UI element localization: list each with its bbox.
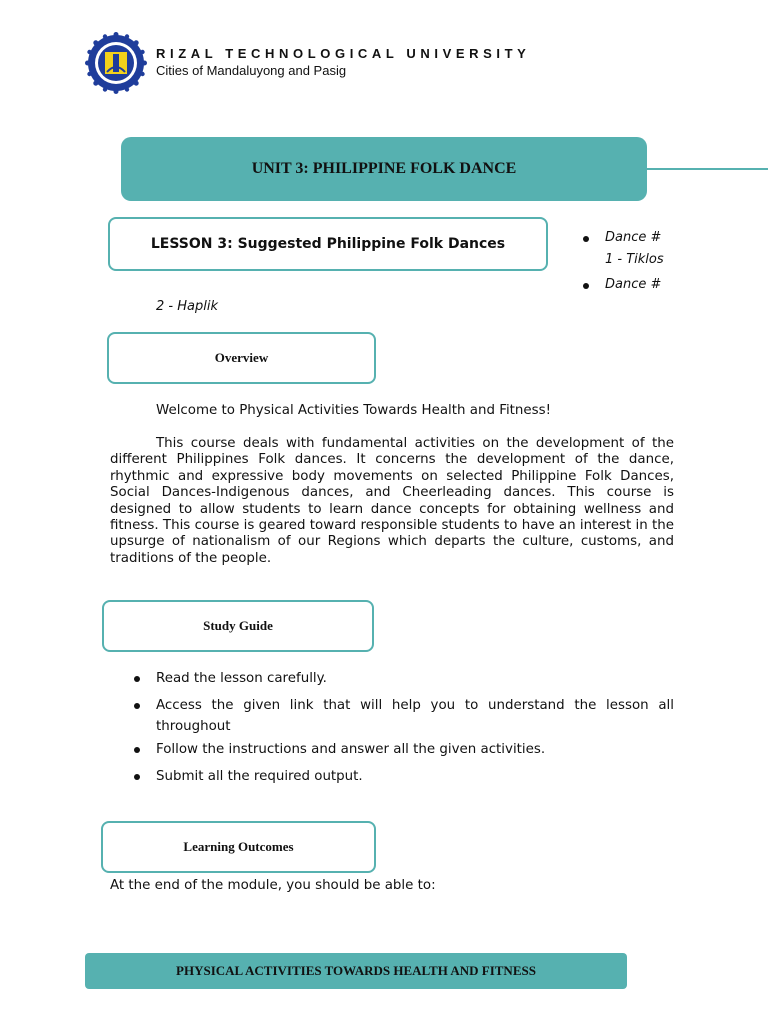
- study-guide-heading-box: [102, 600, 374, 652]
- unit-banner-line: [647, 168, 768, 170]
- bullet-dot-icon: [583, 236, 589, 242]
- unit-banner: [121, 137, 647, 201]
- learning-outcomes-heading-box: [101, 821, 376, 873]
- unit-title: UNIT 3: PHILIPPINE FOLK DANCE: [251, 160, 517, 177]
- study-guide-item: Submit all the required output.: [156, 769, 363, 784]
- dance-item-label: Dance #: [605, 230, 662, 245]
- university-name: RIZAL TECHNOLOGICAL UNIVERSITY: [156, 46, 531, 61]
- overview-welcome: Welcome to Physical Activities Towards Health and Fitness!: [156, 403, 551, 418]
- study-guide-item: Access the given link that will help you to understand the lesson all throughout: [156, 698, 674, 734]
- lesson-title: LESSON 3: Suggested Philippine Folk Dances: [150, 236, 506, 252]
- dance-item-label: Dance #: [605, 277, 662, 292]
- learning-outcomes-heading: Learning Outcomes: [183, 839, 294, 854]
- bullet-dot-icon: [134, 774, 140, 780]
- study-guide-item: Read the lesson carefully.: [156, 671, 327, 686]
- bullet-dot-icon: [134, 703, 140, 709]
- dance-item-name: 2 - Haplik: [156, 299, 218, 314]
- overview-paragraph: This course deals with fundamental activities on the development of the different Philippines Folk dances. It concerns the development of the dance, rhythmic and expressive body movements on selected Philippine Folk Dances, Social Dances-Indigenous dances, and Cheerleading dances. This course is designed to allow students to learn dance concepts for obtaining wellness and fitness. This course is geared toward responsible students to have an interest in the upsurge of nationalism of our Regions which departs the culture, customs, and traditions of the people.: [110, 436, 674, 566]
- bullet-dot-icon: [583, 283, 589, 289]
- university-subtitle: Cities of Mandaluyong and Pasig: [156, 63, 347, 78]
- overview-heading-box: [107, 332, 376, 384]
- bullet-dot-icon: [134, 747, 140, 753]
- university-seal-icon: [85, 32, 147, 94]
- study-guide-heading: Study Guide: [203, 618, 273, 633]
- dance-item-name: 1 - Tiklos: [605, 252, 664, 267]
- overview-heading: Overview: [214, 350, 269, 365]
- learning-outcomes-intro: At the end of the module, you should be able to:: [110, 878, 436, 893]
- lesson-box: [108, 217, 548, 271]
- footer-title: PHYSICAL ACTIVITIES TOWARDS HEALTH AND FITNESS: [176, 963, 536, 978]
- bullet-dot-icon: [134, 676, 140, 682]
- footer-banner: [85, 953, 627, 989]
- study-guide-item: Follow the instructions and answer all the given activities.: [156, 742, 546, 757]
